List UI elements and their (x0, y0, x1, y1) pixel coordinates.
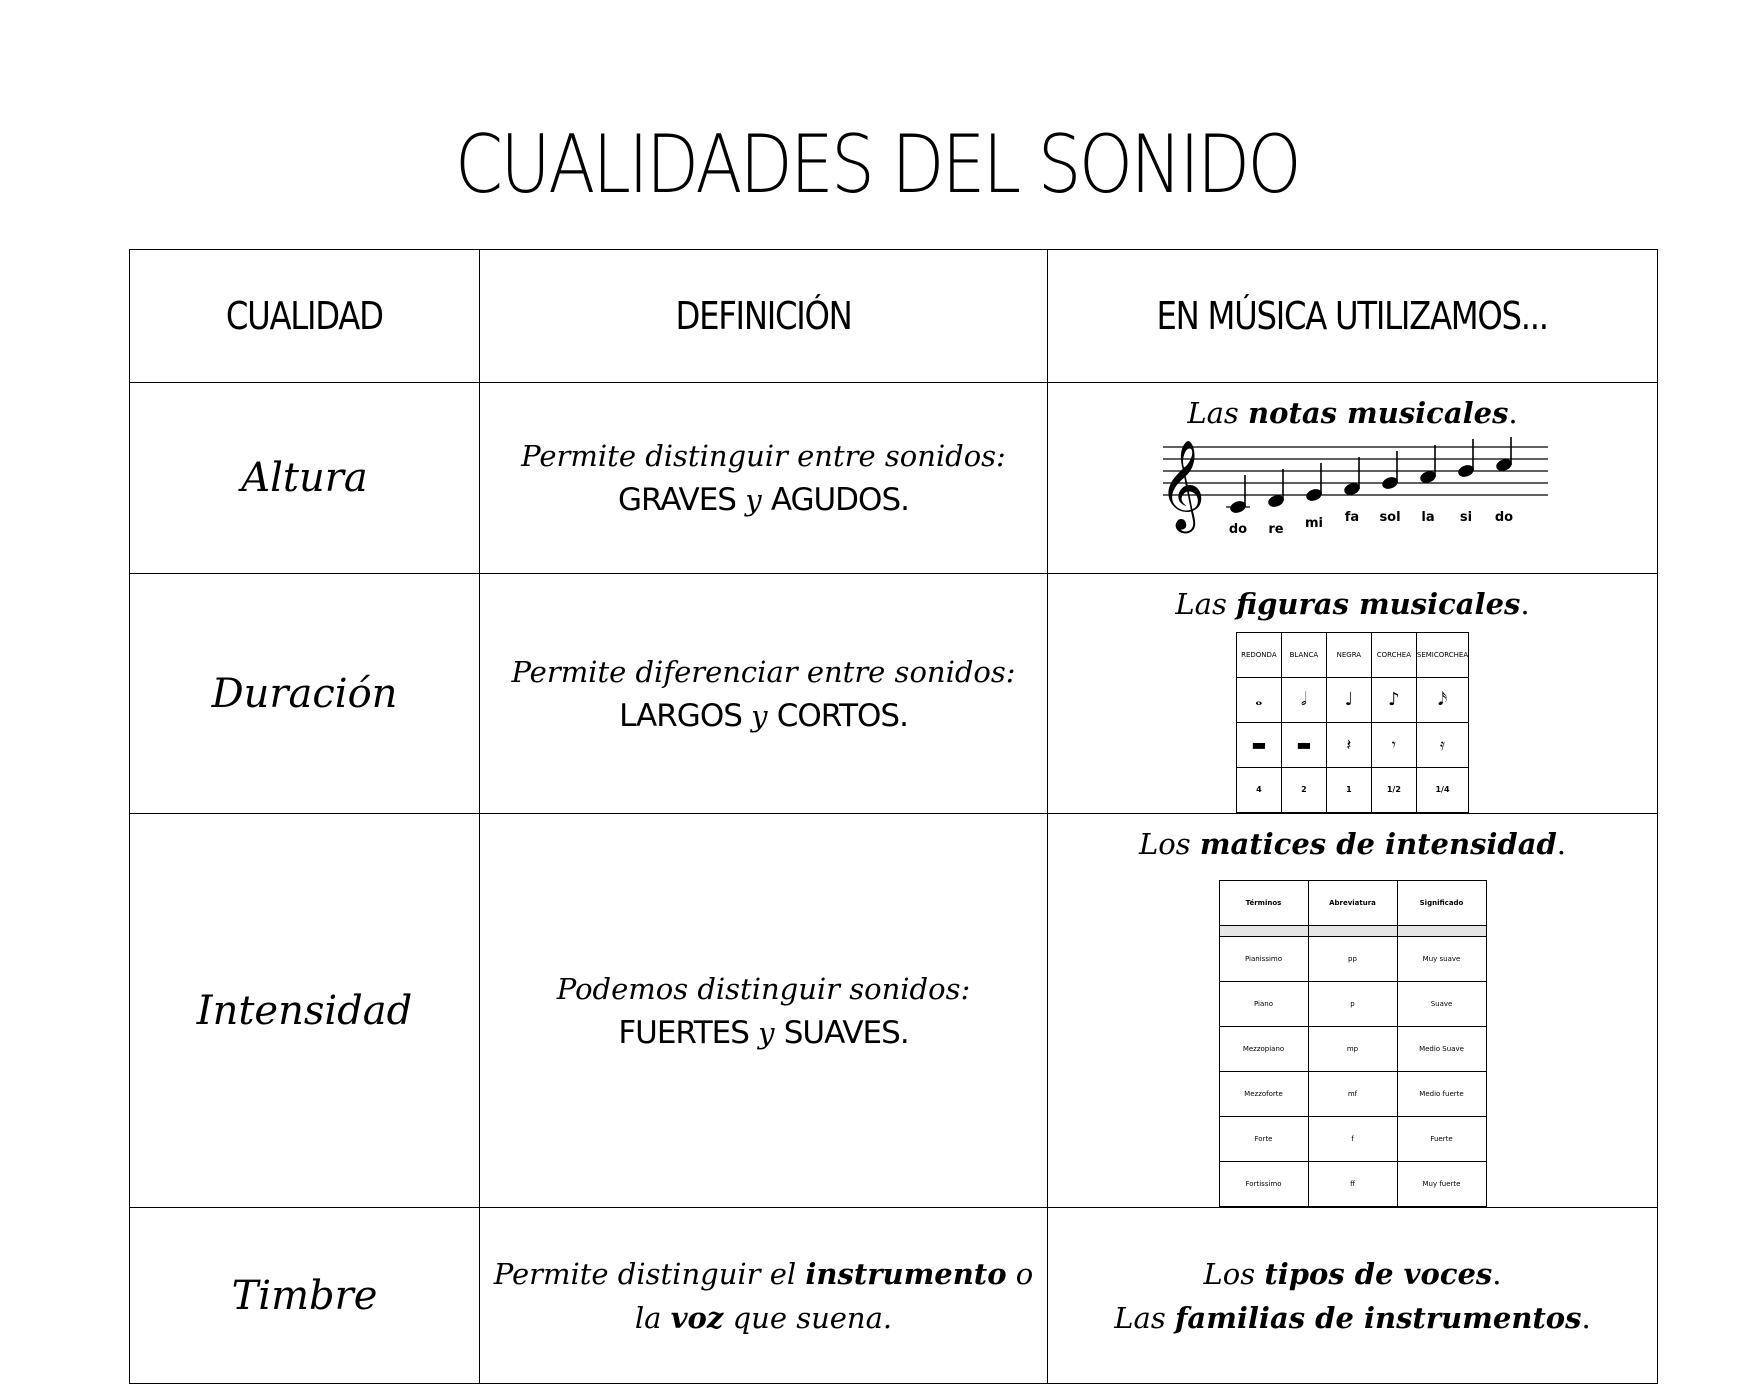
dynamics-cell: Fuerte (1397, 1117, 1486, 1162)
dynamics-row (1219, 1072, 1486, 1117)
note (1456, 439, 1475, 525)
note-label: do (1494, 510, 1513, 525)
figure-note-icon: 𝅝 (1236, 678, 1281, 723)
definition-cell (480, 383, 1048, 574)
dynamics-row (1219, 1162, 1486, 1207)
figure-value: 4 (1236, 768, 1281, 813)
dynamics-cell: f (1308, 1117, 1397, 1162)
treble-clef-icon: 𝄞 (1158, 440, 1205, 530)
dynamics-cell: Fortissimo (1219, 1162, 1308, 1207)
definition-text: Podemos distinguir sonidos: (556, 971, 971, 1006)
figure-note-icon: ♩ (1326, 678, 1371, 723)
music-cell (1048, 814, 1658, 1208)
dynamics-row (1219, 982, 1486, 1027)
quality-name: Duración (130, 574, 480, 814)
note-label: si (1459, 510, 1472, 525)
note (1266, 469, 1285, 537)
figure-rest-icon: ▬ (1236, 723, 1281, 768)
dynamics-cell: Pianissimo (1219, 937, 1308, 982)
figure-name: CORCHEA (1371, 633, 1416, 678)
music-caption: Las figuras musicales. (1175, 587, 1530, 621)
definition-cell (480, 1208, 1048, 1384)
figure-value: 2 (1281, 768, 1326, 813)
header-definicion: DEFINICIÓN (480, 250, 1048, 383)
figure-note-icon: 𝅘𝅥𝅯 (1416, 678, 1468, 723)
note (1342, 457, 1361, 525)
qualities-table (129, 249, 1658, 1384)
staff-notes-image (1153, 437, 1553, 537)
note (1418, 445, 1437, 525)
definition-terms: LARGOS y CORTOS. (619, 697, 908, 734)
dynamics-cell: Mezzoforte (1219, 1072, 1308, 1117)
note-label: la (1420, 510, 1435, 525)
definition-text: la voz que suena. (634, 1300, 893, 1335)
note-label: do (1228, 522, 1247, 537)
figure-value: 1/4 (1416, 768, 1468, 813)
table-row (130, 1208, 1658, 1384)
notes-group (1226, 437, 1513, 537)
dynamics-table (1219, 880, 1487, 1207)
note (1226, 475, 1250, 537)
table-row (130, 814, 1658, 1208)
dynamics-cell: mp (1308, 1027, 1397, 1072)
header-cualidad: CUALIDAD (130, 250, 480, 383)
dynamics-header: Abreviatura (1308, 881, 1397, 926)
definition-terms: FUERTES y SUAVES. (618, 1014, 909, 1051)
quality-name: Intensidad (130, 814, 480, 1208)
dynamics-cell: Piano (1219, 982, 1308, 1027)
definition-text: Permite distinguir el instrumento o (493, 1256, 1034, 1291)
definition-text: Permite diferenciar entre sonidos: (511, 654, 1016, 689)
note-label: fa (1344, 510, 1359, 525)
figure-rest-icon: 𝄽 (1326, 723, 1371, 768)
dynamics-cell: pp (1308, 937, 1397, 982)
music-caption: Los matices de intensidad. (1138, 827, 1566, 861)
figure-rest-icon: 𝄾 (1371, 723, 1416, 768)
header-row (130, 250, 1658, 383)
table-row (130, 574, 1658, 814)
dynamics-header: Significado (1397, 881, 1486, 926)
music-cell (1048, 1208, 1658, 1384)
table-row (130, 383, 1658, 574)
dynamics-cell: Muy fuerte (1397, 1162, 1486, 1207)
note (1304, 463, 1323, 531)
figure-value: 1 (1326, 768, 1371, 813)
dynamics-cell: Medio Suave (1397, 1027, 1486, 1072)
definition-text: Permite distinguir entre sonidos: (521, 439, 1006, 473)
figures-table (1236, 632, 1469, 813)
dynamics-cell: Medio fuerte (1397, 1072, 1486, 1117)
note-label: sol (1378, 510, 1401, 525)
quality-name: Timbre (130, 1208, 480, 1384)
dynamics-cell: Forte (1219, 1117, 1308, 1162)
dynamics-cell: p (1308, 982, 1397, 1027)
figure-name: BLANCA (1281, 633, 1326, 678)
note (1494, 437, 1513, 525)
figure-name: REDONDA (1236, 633, 1281, 678)
figure-rest-icon: 𝄿 (1416, 723, 1468, 768)
dynamics-row (1219, 937, 1486, 982)
figure-value: 1/2 (1371, 768, 1416, 813)
figure-note-icon: 𝅗𝅥 (1281, 678, 1326, 723)
music-caption: Las notas musicales. (1187, 396, 1518, 430)
dynamics-header: Términos (1219, 881, 1308, 926)
definition-terms: GRAVES y AGUDOS. (617, 482, 909, 518)
music-cell (1048, 574, 1658, 814)
dynamics-cell: Suave (1397, 982, 1486, 1027)
definition-cell (480, 814, 1048, 1208)
music-caption: Las familias de instrumentos. (1114, 1300, 1591, 1335)
figure-name: SEMICORCHEA (1416, 633, 1468, 678)
dynamics-cell: Mezzopiano (1219, 1027, 1308, 1072)
header-musica: EN MÚSICA UTILIZAMOS... (1048, 250, 1658, 383)
note-label: mi (1304, 516, 1323, 531)
figure-name: NEGRA (1326, 633, 1371, 678)
music-caption: Los tipos de voces. (1203, 1256, 1502, 1291)
dynamics-cell: mf (1308, 1072, 1397, 1117)
note (1379, 451, 1400, 525)
music-cell (1048, 383, 1658, 574)
page-title: CUALIDADES DEL SONIDO (454, 118, 1300, 211)
figure-rest-icon: ▬ (1281, 723, 1326, 768)
dynamics-cell: ff (1308, 1162, 1397, 1207)
dynamics-row (1219, 1117, 1486, 1162)
definition-cell (480, 574, 1048, 814)
dynamics-cell: Muy suave (1397, 937, 1486, 982)
figure-note-icon: ♪ (1371, 678, 1416, 723)
quality-name: Altura (130, 383, 480, 574)
dynamics-row (1219, 1027, 1486, 1072)
note-label: re (1267, 522, 1284, 537)
